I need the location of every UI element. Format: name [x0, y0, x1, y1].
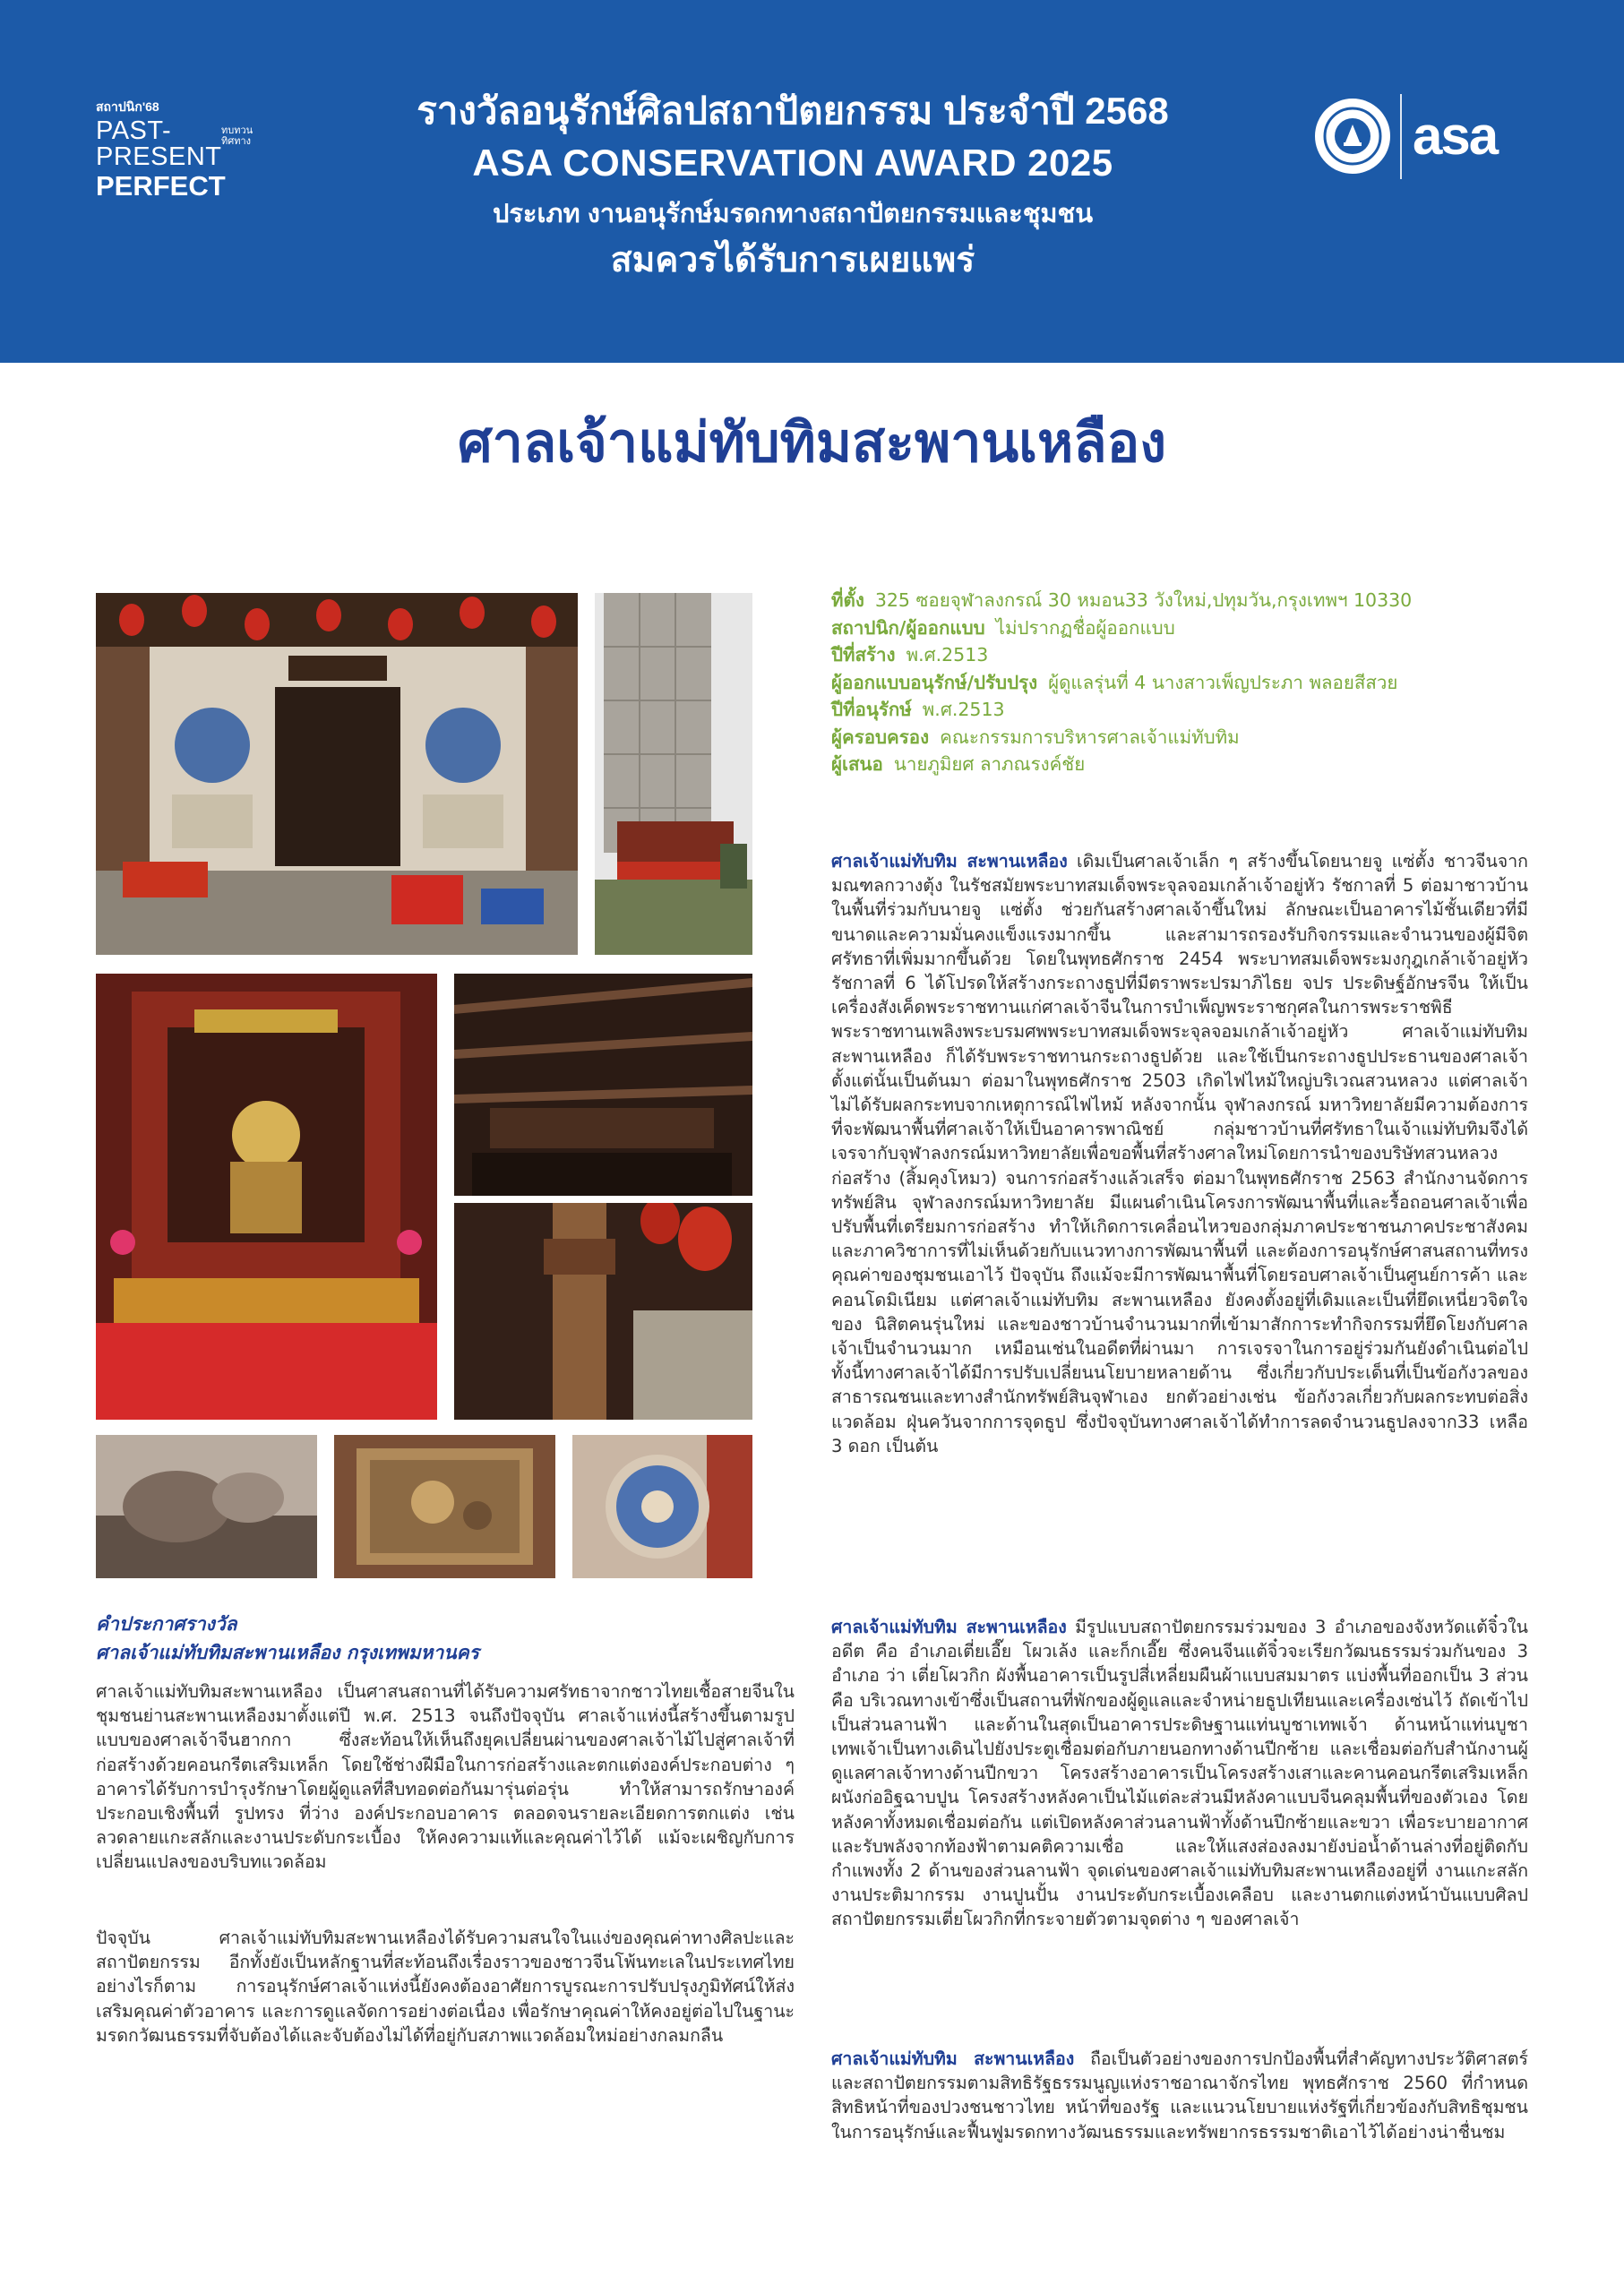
info-label: ปีที่อนุรักษ์: [831, 699, 912, 720]
paragraph-text: ถือเป็นตัวอย่างของการปกป้องพื้นที่สำคัญทางประวัติศาสตร์และสถาปัตยกรรมตามสิทธิรัฐธรรมนูญแห่งราชอาณาจักรไทย พุทธศักราช 2560 ที่กำหนดสิทธิหน้าที่ของปวงชนชาวไทย หน้าที่ของรัฐ และแนวนโยบายแห่งรัฐที่เกี่ยวข้องกับสิทธิชุมชนในการอนุรักษ์และฟื้นฟูมรดกทางวัฒนธรรมและทรัพยากรธรรมชาติเอาไว้ได้อย่างน่าชื่นชม: [831, 2048, 1528, 2143]
info-label: ที่ตั้ง: [831, 589, 864, 611]
info-value: พ.ศ.2513: [906, 644, 989, 666]
info-proposer: [831, 751, 1566, 778]
award-level: สมควรได้รับการเผยแพร่: [610, 241, 975, 279]
award-title-thai: รางวัลอนุรักษ์ศิลปสถาปัตยกรรม ประจำปี 2568: [417, 90, 1169, 132]
info-year-conserved: [831, 696, 1566, 724]
photo-shrine-exterior: [595, 593, 752, 955]
photo-column: [454, 1203, 752, 1420]
paragraph-text: เดิมเป็นศาลเจ้าเล็ก ๆ สร้างขึ้นโดยนายจู แซ่ตั้ง ชาวจีนจากมณฑลกวางตุ้ง ในรัชสมัยพระบาทสมเด็จพระจุลจอมเกล้าเจ้าอยู่หัว รัชกาลที่ 5 ต่อมาชาวบ้านในพื้นที่ร่วมกับนายจู แซ่ตั้ง ช่วยกันสร้างศาลเจ้าขึ้นใหม่ ลักษณะเป็นอาคารไม้ชั้นเดียวที่มีขนาดและความมั่นคงแข็งแรงมากขึ้น และสามารถรองรับกิจกรรมและจำนวนของผู้มีจิตศรัทธาที่เพิ่มมากขึ้นด้วย โดยในพุทธศักราช 2454 พระบาทสมเด็จพระมงกุฎเกล้าเจ้าอยู่หัว รัชกาลที่ 6 ได้โปรดให้สร้างกระถางธูปที่มีตราพระปรมาภิไธย จปร ประดิษฐ์อักษรจีน ให้เป็นเครื่องสังเค็ดพระราชทานแก่ศาลเจ้าจีนในการบำเพ็ญพระราชกุศลในการพระราชพิธีพระราชทานเพลิงพระบรมศพพระบาทสมเด็จพระจุลจอมเกล้าเจ้าอยู่หัว ศาลเจ้าแม่ทับทิม สะพานเหลือง ก็ได้รับพระราชทานกระถางธูปด้วย และใช้เป็นกระถางธูปประธานของศาลเจ้าตั้งแต่นั้นเป็นต้นมา ต่อมาในพุทธศักราช 2503 เกิดไฟไหม้ใหญ่บริเวณสวนหลวง แต่ศาลเจ้าไม่ได้รับผลกระทบจากเหตุการณ์ไฟไหม้ หลังจากนั้น จุฬาลงกรณ์ มหาวิทยาลัยมีความต้องการที่จะพัฒนาพื้นที่ศาลเจ้าให้เป็นอาคารพาณิชย์ กลุ่มชาวบ้านที่ศรัทธาในเจ้าแม่ทับทิมจึงได้เจรจากับจุฬาลงกรณ์มหาวิทยาลัยเพื่อขอพื้นที่สร้างศาลใหม่โดยการนำของบริษัทสวนหลวงก่อสร้าง (สิ้มคุงโหมว) จนการก่อสร้างแล้วเสร็จ ต่อมาในพุทธศักราช 2563 สำนักงานจัดการทรัพย์สิน จุฬาลงกรณ์มหาวิทยาลัย มีแผนดำเนินโครงการพัฒนาพื้นที่และรื้อถอนศาลเจ้าเพื่อปรับพื้นที่เตรียมการก่อสร้าง ทำให้เกิดการเคลื่อนไหวของกลุ่มภาคประชาชนภาคประชาสังคม และภาควิชาการที่ไม่เห็นด้วยกับแนวทางการพัฒนาพื้นที่ และต้องการอนุรักษ์ศาสนสถานที่ทรงคุณค่าของชุมชนเอาไว้ ปัจจุบัน ถึงแม้จะมีการพัฒนาพื้นที่โดยรอบศาลเจ้าเป็นศูนย์การค้า และคอนโดมิเนียม แต่ศาลเจ้าแม่ทับทิม สะพานเหลือง ยังคงตั้งอยู่ที่เดิมและเป็นที่ยึดเหนี่ยวจิตใจของ นิสิตคนรุ่นใหม่ และของชาวบ้านจำนวนมากที่เข้ามาสักการะทำกิจกรรมที่ยึดโยงกับศาลเจ้าเป็นจำนวนมาก เหมือนเช่นในอดีตที่ผ่านมา การเจรจาในการอยู่ร่วมกันยังดำเนินต่อไป ทั้งนี้ทางศาลเจ้าได้มีการปรับเปลี่ยนนโยบายหลายด้าน ซึ่งเกี่ยวกับประเด็นที่เป็นข้อกังวลของสาธารณชนและทางสำนักทรัพย์สินจุฬาเอง ยกตัวอย่างเช่น ข้อกังวลเกี่ยวกับผลกระทบต่อสิ่งแวดล้อม ฝุ่นควันจากการจุดธูป ซึ่งปัจจุบันทางศาลเจ้าได้ทำการลดจำนวนธูปลงจาก33 เหลือ 3 ดอก เป็นต้น: [831, 851, 1528, 1456]
paragraph-lead: ศาลเจ้าแม่ทับทิม สะพานเหลือง: [831, 1617, 1067, 1637]
award-title-english: ASA CONSERVATION AWARD 2025: [472, 142, 1113, 184]
info-label: ปีที่สร้าง: [831, 644, 896, 666]
info-value: ไม่ปรากฏชื่อผู้ออกแบบ: [995, 616, 1175, 639]
info-label: ผู้ออกแบบอนุรักษ์/ปรับปรุง: [831, 671, 1038, 693]
photo-shrine-facade: [96, 593, 578, 955]
brand-line-3: PERFECT: [96, 170, 226, 202]
award-declaration-heading: [96, 1610, 803, 1667]
asa-logo: asa: [1413, 106, 1498, 166]
photo-carving: [96, 1435, 317, 1578]
brand-line-2: PRESENT: [96, 142, 222, 171]
project-info: [831, 587, 1566, 778]
award-paragraph-2: ปัจจุบัน ศาลเจ้าแม่ทับทิมสะพานเหลืองได้รับความสนใจในแง่ของคุณค่าทางศิลปะและสถาปัตยกรรม อีกทั้งยังเป็นหลักฐานที่สะท้อนถึงเรื่องราวของชาวจีนโพ้นทะเลในประเทศไทย อย่างไรก็ตาม การอนุรักษ์ศาลเจ้าแห่งนี้ยังคงต้องอาศัยการบูรณะการปรับปรุงภูมิทัศน์ให้ส่งเสริมคุณค่าตัวอาคาร และการดูแลจัดการอย่างต่อเนื่อง เพื่อรักษาคุณค่าให้คงอยู่ต่อไปในฐานะมรดกวัฒนธรรมที่จับต้องได้และจับต้องไม่ได้ที่อยู่กับสภาพแวดล้อมใหม่อย่างกลมกลืน: [96, 1928, 795, 2046]
info-owner: [831, 724, 1566, 751]
brand-small-label: สถาปนิก'68: [96, 99, 159, 114]
info-value: พ.ศ.2513: [922, 699, 1005, 720]
info-conservation-designer: [831, 669, 1566, 697]
info-year-built: [831, 641, 1566, 669]
asa-seal-icon: [1315, 99, 1390, 174]
photo-altar: [96, 974, 437, 1420]
info-value: 325 ซอยจุฬาลงกรณ์ 30 หมอน33 วังใหม่,ปทุมวัน,กรุงเทพฯ 10330: [874, 589, 1413, 611]
info-value: นายภูมิยศ ลาภณรงค์ชัย: [893, 753, 1086, 775]
info-label: สถาปนิก/ผู้ออกแบบ: [831, 616, 985, 639]
info-location: [831, 587, 1566, 614]
paragraph-text: มีรูปแบบสถาปัตยกรรมร่วมของ 3 อำเภอของจังหวัดแต้จิ๋วในอดีต คือ อำเภอเตี่ยเอี๊ย โผวเล้ง และก็กเอี๊ย ซึ่งคนจีนแต้จิ๋วจะเรียกวัฒนธรรมร่วมกันของ 3 อำเภอ ว่า เตี่ยโผวกิก ผังพื้นอาคารเป็นรูปสี่เหลี่ยมผืนผ้าแบบสมมาตร แบ่งพื้นที่ออกเป็น 3 ส่วน คือ บริเวณทางเข้าซึ่งเป็นสถานที่พักของผู้ดูแลและจำหน่ายธูปเทียนและเครื่องเซ่นไว้ ถัดเข้าไปเป็นส่วนลานฟ้า และด้านในสุดเป็นอาคารประดิษฐานแท่นบูชาเทพเจ้า ด้านหน้าแท่นบูชาเทพเจ้าเป็นทางเดินไปยังประตูเชื่อมต่อกับภายนอกทางด้านปีกซ้าย และเชื่อมต่อกับสำนักงานผู้ดูแลศาลเจ้าทางด้านปีกขวา โครงสร้างอาคารเป็นโครงสร้างเสาและคานคอนกรีตเสริมเหล็ก ผนังก่ออิฐฉาบปูน โครงสร้างหลังคาเป็นไม้แต่ละส่วนมีหลังคาแบบจีนคลุมพื้นที่ของตัวเอง โดยหลังคาทั้งหมดเชื่อมต่อกัน แต่เปิดหลังคาส่วนลานฟ้าทั้งด้านปีกซ้ายและขวา เพื่อระบายอากาศและรับพลังจากท้องฟ้าตามคติความเชื่อ และให้แสงส่องลงมายังบ่อน้ำด้านล่างที่อยู่ติดกับกำแพงทั้ง 2 ด้านของส่วนลานฟ้า จุดเด่นของศาลเจ้าแม่ทับทิมสะพานเหลืองอยู่ที่ งานแกะสลัก งานประติมากรรม งานปูนปั้น งานประดับกระเบื้องเคลือบ และงานตกแต่งหน้าบันแบบศิลปสถาปัตยกรรมเตี่ยโผวกิกที่กระจายตัวตามจุดต่าง ๆ ของศาลเจ้า: [831, 1617, 1528, 1930]
info-value: คณะกรรมการบริหารศาลเจ้าแม่ทับทิม: [940, 726, 1240, 748]
page-title: ศาลเจ้าแม่ทับทิมสะพานเหลือง: [457, 412, 1167, 473]
brand-thai-label: ทบทวน ทิศทาง: [221, 125, 253, 147]
header-divider: [1400, 94, 1402, 179]
past-present-perfect-logo: [96, 99, 253, 202]
info-label: ผู้ครอบครอง: [831, 726, 930, 748]
history-paragraph: [831, 849, 1528, 1458]
award-heading-line-1: คำประกาศรางวัล: [96, 1613, 237, 1635]
award-category: ประเภท งานอนุรักษ์มรดกทางสถาปัตยกรรมและชุมชน: [492, 200, 1094, 228]
photo-round-medallion: [572, 1435, 752, 1578]
paragraph-lead: ศาลเจ้าแม่ทับทิม สะพานเหลือง: [831, 851, 1068, 872]
photo-roof-beams: [454, 974, 752, 1196]
info-architect: [831, 614, 1566, 642]
significance-paragraph: [831, 2047, 1528, 2144]
award-paragraph-1: ศาลเจ้าแม่ทับทิมสะพานเหลือง เป็นศาสนสถานที่ได้รับความศรัทธาจากชาวไทยเชื้อสายจีนในชุมชนย่านสะพานเหลืองมาตั้งแต่ปี พ.ศ. 2513 จนถึงปัจจุบัน ศาลเจ้าแห่งนี้สร้างขึ้นตามรูปแบบของศาลเจ้าจีนฮากกา ซึ่งสะท้อนให้เห็นถึงยุคเปลี่ยนผ่านของศาลเจ้าไม้ไปสู่ศาลเจ้าที่ก่อสร้างด้วยคอนกรีตเสริมเหล็ก โดยใช้ช่างฝีมือในการก่อสร้างและตกแต่งองค์ประกอบต่าง ๆ อาคารได้รับการบำรุงรักษาโดยผู้ดูแลที่สืบทอดต่อกันมารุ่นต่อรุ่น ทำให้สามารถรักษาองค์ประกอบเชิงพื้นที่ รูปทรง ที่ว่าง องค์ประกอบอาคาร ตลอดจนรายละเอียดการตกแต่ง เช่น ลวดลายแกะสลักและงานประดับกระเบื้อง ให้คงความแท้และคุณค่าไว้ได้ แม้จะเผชิญกับการเปลี่ยนแปลงของบริบทแวดล้อม: [96, 1681, 795, 1873]
info-value: ผู้ดูแลรุ่นที่ 4 นางสาวเพ็ญประภา พลอยสีสวย: [1048, 671, 1398, 693]
architecture-paragraph: [831, 1615, 1528, 1932]
award-heading-line-2: ศาลเจ้าแม่ทับทิมสะพานเหลือง กรุงเทพมหานคร: [96, 1642, 479, 1663]
header-banner: [0, 0, 1624, 363]
header-titles: [296, 85, 1290, 286]
brand-line-1: PAST-: [96, 116, 172, 145]
info-label: ผู้เสนอ: [831, 753, 883, 775]
photo-relief-panel: [334, 1435, 555, 1578]
paragraph-lead: ศาลเจ้าแม่ทับทิม สะพานเหลือง: [831, 2048, 1075, 2069]
